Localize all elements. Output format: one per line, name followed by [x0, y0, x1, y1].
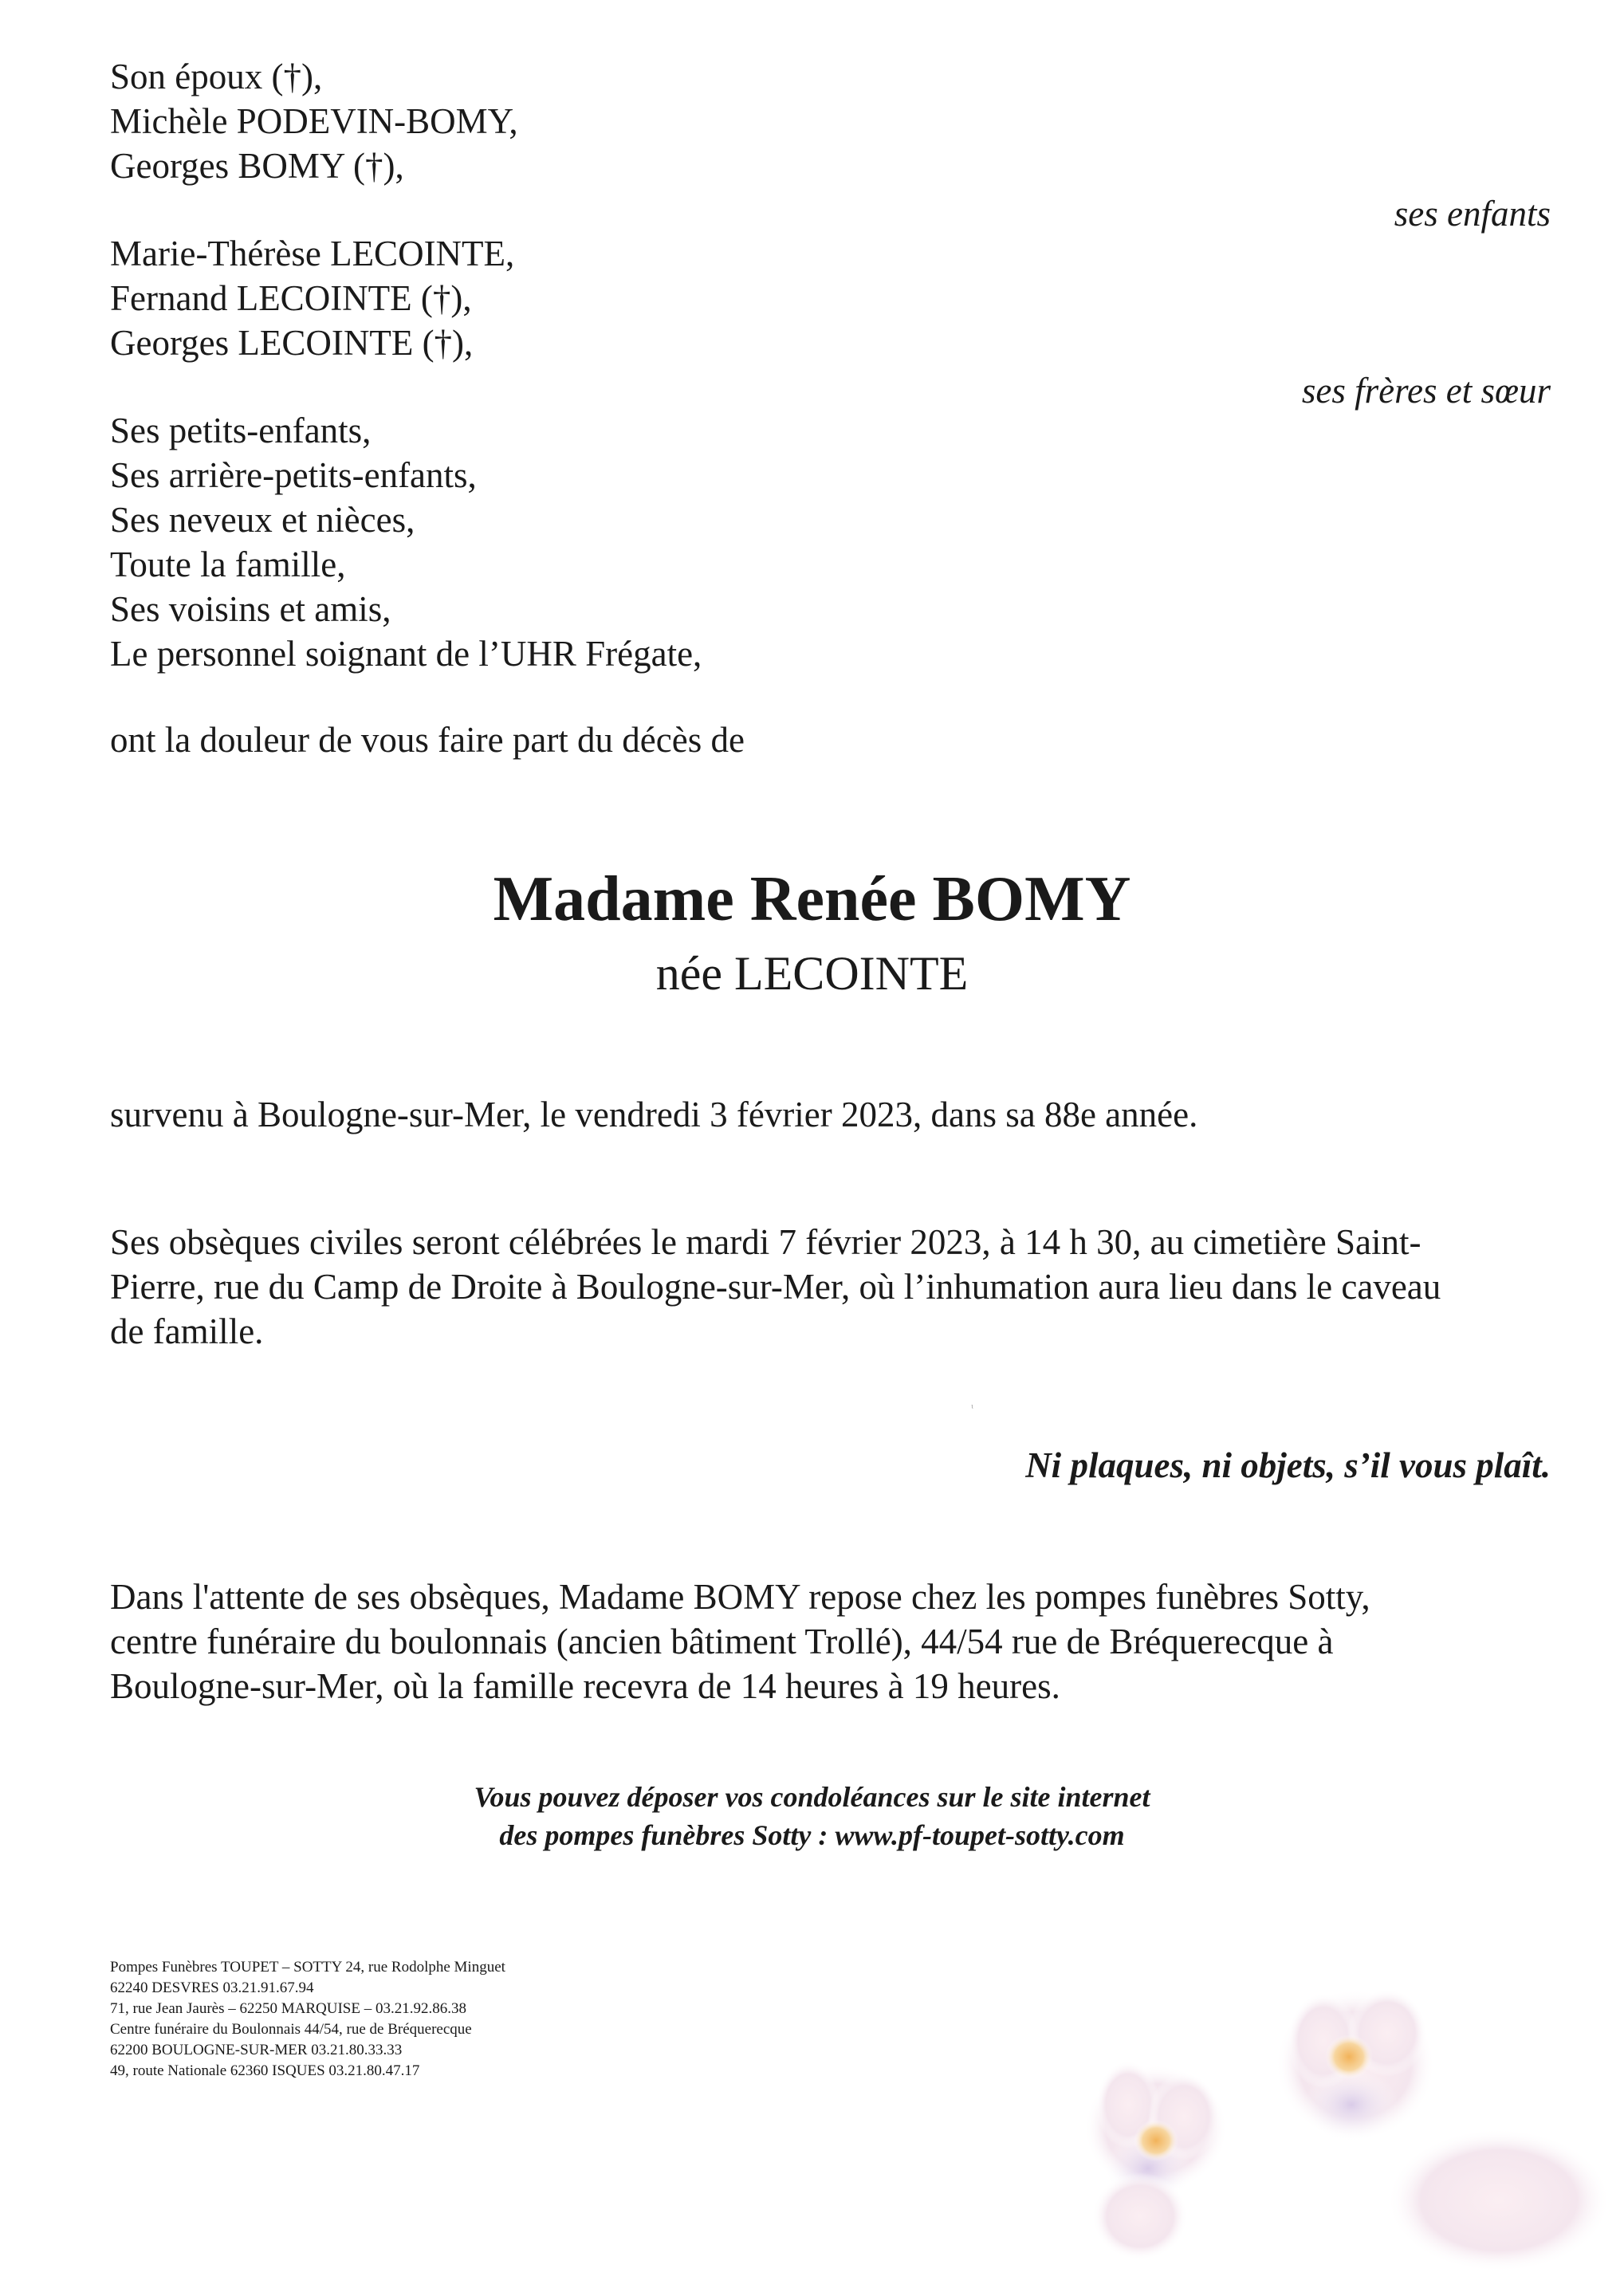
condolences-line: des pompes funèbres Sotty : www.pf-toupet-sotty.com [499, 1819, 1125, 1851]
sibling-line: Fernand LECOINTE (†), [110, 278, 472, 318]
footer-line: 71, rue Jean Jaurès – 62250 MARQUISE – 03.21.92.86.38 [110, 2000, 466, 2017]
funeral-line: de famille. [110, 1311, 264, 1351]
deceased-name: Madame Renée BOMY [493, 864, 1131, 934]
funeral-line: Ses obsèques civiles seront célébrées le mardi 7 février 2023, à 14 h 30, au cimetière Saint- [110, 1222, 1421, 1262]
sibling-line: Marie-Thérèse LECOINTE, [110, 234, 515, 273]
condolences-line: Vous pouvez déposer vos condoléances sur le site internet [474, 1781, 1150, 1813]
no-plaques-notice: Ni plaques, ni objets, s’il vous plaît. [1025, 1445, 1551, 1485]
announcement-text: ont la douleur de vous faire part du décès de [110, 720, 745, 760]
scan-speck: ᶥ [971, 1402, 973, 1415]
relative-line: Le personnel soignant de l’UHR Frégate, [110, 634, 702, 674]
relative-line: Toute la famille, [110, 545, 346, 584]
viewing-details [110, 1575, 1370, 1708]
family-line: Michèle PODEVIN-BOMY, [110, 101, 518, 141]
viewing-line: Dans l'attente de ses obsèques, Madame BOMY repose chez les pompes funèbres Sotty, [110, 1577, 1370, 1617]
relative-line: Ses neveux et nièces, [110, 500, 415, 540]
maiden-name: née LECOINTE [655, 947, 969, 1000]
orchid-left-flower [1084, 2061, 1228, 2260]
family-line: Son époux (†), [110, 57, 323, 96]
death-details: survenu à Boulogne-sur-Mer, le vendredi 3 février 2023, dans sa 88e année. [110, 1095, 1198, 1134]
footer-line: 62200 BOULOGNE-SUR-MER 03.21.80.33.33 [110, 2042, 403, 2058]
funeral-line: Pierre, rue du Camp de Droite à Boulogne-sur-Mer, où l’inhumation aura lieu dans le caveau [110, 1267, 1441, 1307]
footer-line: 62240 DESVRES 03.21.91.67.94 [110, 1980, 314, 1996]
footer-line: 49, route Nationale 62360 ISQUES 03.21.80.47.17 [110, 2062, 420, 2079]
viewing-line: centre funéraire du boulonnais (ancien bâtiment Trollé), 44/54 rue de Bréquerecque à [110, 1622, 1334, 1661]
viewing-line: Boulogne-sur-Mer, où la famille recevra de 14 heures à 19 heures. [110, 1666, 1060, 1706]
condolences-notice [0, 1778, 1624, 1854]
orchid-right-flower [1276, 1989, 1610, 2272]
funeral-home-footer [110, 1957, 505, 2082]
siblings-label: ses frères et sœur [1301, 371, 1551, 411]
orchid-decoration [1052, 1945, 1624, 2296]
footer-line: Centre funéraire du Boulonnais 44/54, rue de Bréquerecque [110, 2021, 472, 2038]
footer-line: Pompes Funèbres TOUPET – SOTTY 24, rue Rodolphe Minguet [110, 1959, 505, 1976]
relative-line: Ses voisins et amis, [110, 589, 391, 629]
children-label: ses enfants [1394, 194, 1551, 234]
family-line: Georges BOMY (†), [110, 146, 404, 186]
relative-line: Ses petits-enfants, [110, 411, 372, 450]
relative-line: Ses arrière-petits-enfants, [110, 455, 477, 495]
siblings-list [110, 231, 514, 365]
relatives-list [110, 408, 702, 676]
funeral-details [110, 1220, 1529, 1354]
sibling-line: Georges LECOINTE (†), [110, 323, 474, 363]
spouse-children-list [110, 54, 518, 188]
